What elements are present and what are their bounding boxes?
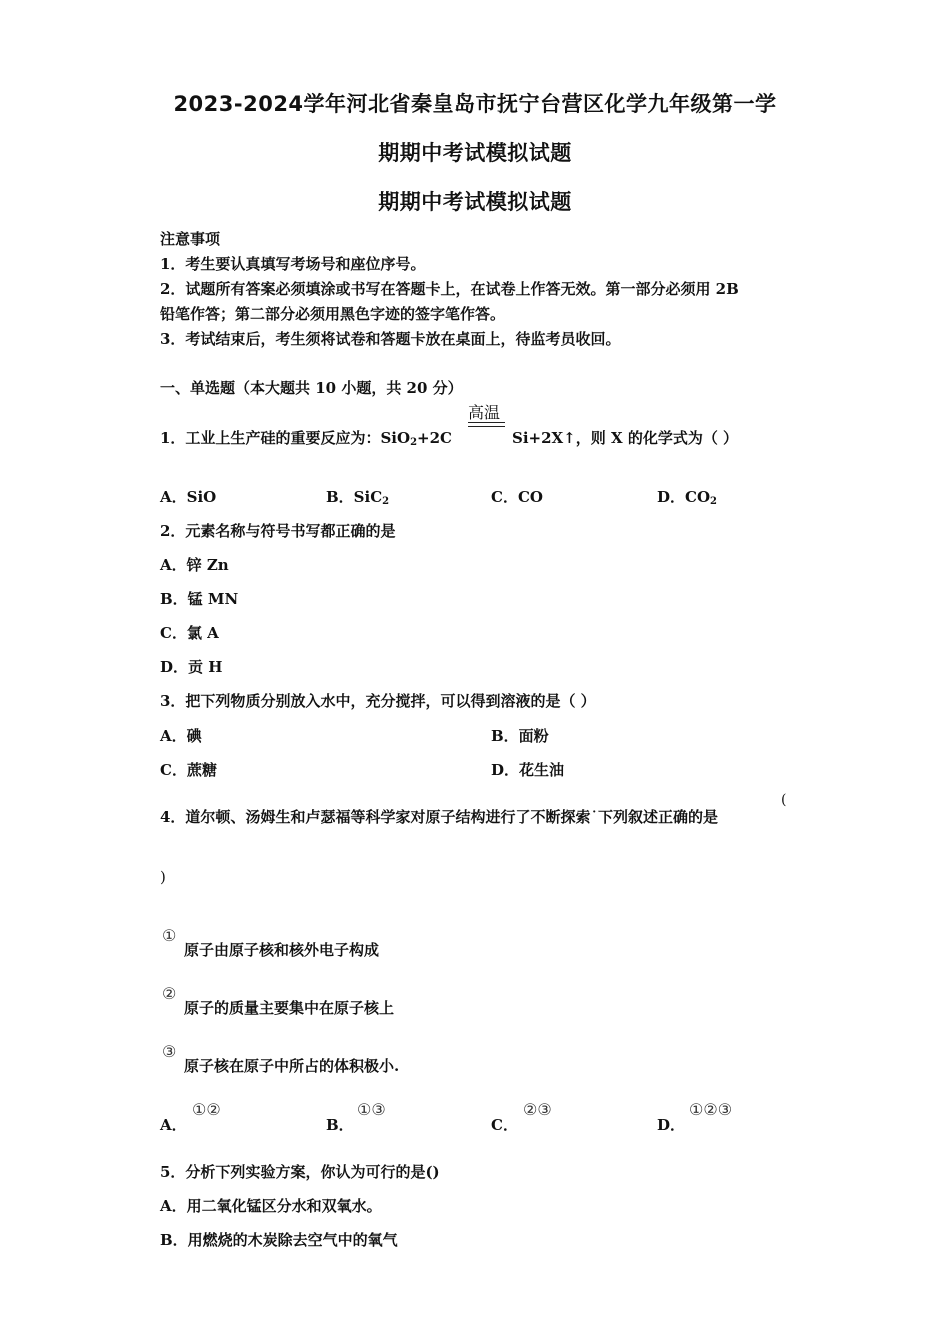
question-3-option-d[interactable]: D．花生油 [491, 761, 565, 779]
question-4-option-c-marks: ②③ [523, 1100, 552, 1119]
question-1-product: Si+2X↑，则 X 的化学式为（ ） [512, 429, 739, 447]
equals-bar-top [468, 422, 505, 423]
question-4-option-d[interactable]: D． [657, 1116, 686, 1134]
question-2-option-a[interactable]: A．锌 Zn [160, 556, 229, 574]
statement-1-text: 原子由原子核和核外电子构成 [184, 941, 380, 959]
question-1-option-d[interactable] [657, 486, 717, 507]
question-2-option-d[interactable]: D．贡 H [160, 658, 223, 676]
question-1-prefix: 1．工业上生产硅的重要反应为： [160, 429, 381, 447]
option-b-text: B．SiC [326, 488, 383, 506]
page-title-line-1: 2023-2024学年河北省秦皇岛市抚宁台营区化学九年级第一学 [173, 92, 777, 116]
question-1-reactant-subscript: 2 [410, 437, 418, 448]
question-5-option-b[interactable]: B．用燃烧的木炭除去空气中的氧气 [160, 1231, 398, 1249]
question-1-reactant-rest: +2C [417, 429, 452, 447]
question-2-option-c[interactable]: C．氯 A [160, 624, 219, 642]
page-title-line-2: 期期中考试模拟试题 [378, 141, 572, 165]
question-4-option-c[interactable]: C． [491, 1116, 518, 1134]
question-3-option-a[interactable]: A．碘 [160, 727, 202, 745]
question-5-stem: 5．分析下列实验方案，你认为可行的是() [160, 1163, 440, 1181]
notice-item-1: 1．考生要认真填写考场号和座位序号。 [160, 255, 426, 273]
option-b-subscript: 2 [382, 496, 390, 507]
question-1-option-b[interactable] [326, 486, 389, 507]
question-5-option-a[interactable]: A．用二氧化锰区分水和双氧水。 [160, 1197, 382, 1215]
statement-2-mark: ② [162, 984, 177, 1003]
question-4-option-d-marks: ①②③ [689, 1100, 733, 1119]
question-4-option-a[interactable]: A． [160, 1116, 187, 1134]
page-title-line-3: 期期中考试模拟试题 [378, 190, 572, 214]
question-4-stem: 4．道尔顿、汤姆生和卢瑟福等科学家对原子结构进行了不断探索˙下列叙述正确的是 [160, 808, 718, 826]
section-heading: 一、单选题（本大题共 10 小题，共 20 分） [160, 379, 463, 397]
equals-bar-bottom [468, 426, 505, 427]
question-3-option-c[interactable]: C．蔗糖 [160, 761, 217, 779]
statement-3-mark: ③ [162, 1042, 177, 1061]
question-1-option-c[interactable]: C．CO [491, 488, 543, 506]
statement-3-text: 原子核在原子中所占的体积极小. [184, 1057, 400, 1075]
notice-heading: 注意事项 [160, 230, 221, 248]
question-4-option-a-marks: ①② [192, 1100, 221, 1119]
question-2-stem: 2．元素名称与符号书写都正确的是 [160, 522, 396, 540]
question-1-reactant: SiO [380, 429, 411, 447]
option-d-text: D．CO [657, 488, 711, 506]
reaction-condition: 高温 [468, 403, 501, 422]
statement-2-text: 原子的质量主要集中在原子核上 [184, 999, 395, 1017]
question-3-stem: 3．把下列物质分别放入水中，充分搅拌，可以得到溶液的是（ ） [160, 692, 596, 710]
question-4-close-paren: ) [160, 868, 166, 886]
notice-item-2-line-1: 2．试题所有答案必须填涂或书写在答题卡上，在试卷上作答无效。第一部分必须用 2B [160, 280, 739, 298]
question-3-option-b[interactable]: B．面粉 [491, 727, 549, 745]
question-4-option-b[interactable]: B． [326, 1116, 354, 1134]
notice-item-2-line-2: 铅笔作答；第二部分必须用黑色字迹的签字笔作答。 [160, 305, 506, 323]
question-1-stem [160, 427, 452, 448]
question-4-open-paren: ( [781, 792, 787, 808]
notice-item-3: 3．考试结束后，考生须将试卷和答题卡放在桌面上，待监考员收回。 [160, 330, 621, 348]
question-1-option-a[interactable]: A．SiO [160, 488, 217, 506]
question-2-option-b[interactable]: B．锰 MN [160, 590, 239, 608]
option-d-subscript: 2 [710, 496, 717, 507]
statement-1-mark: ① [162, 926, 177, 945]
question-4-option-b-marks: ①③ [357, 1100, 386, 1119]
